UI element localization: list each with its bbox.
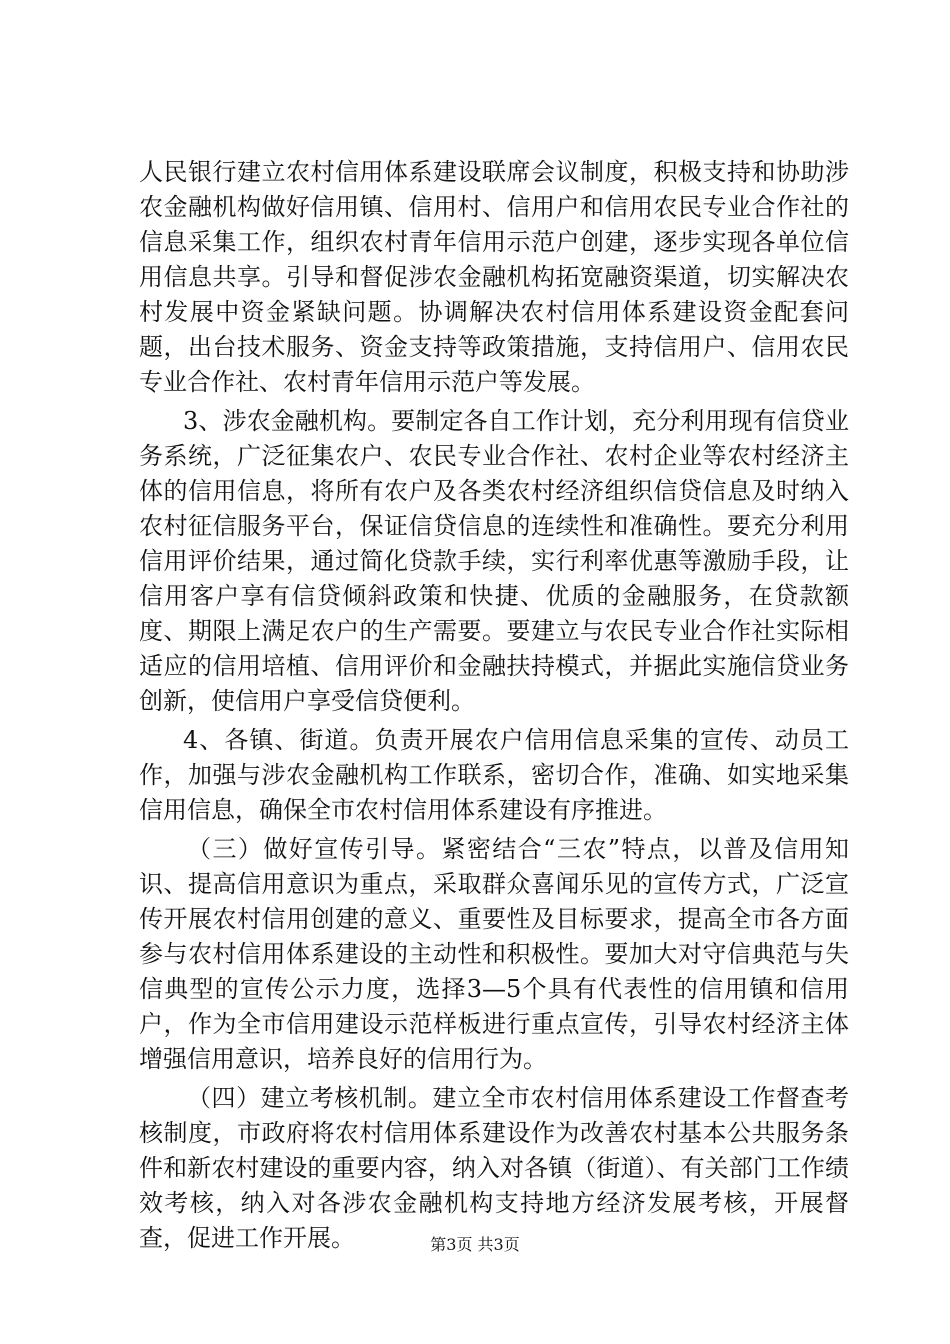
document-body: [139, 155, 849, 1260]
paragraph-publicity: （三）做好宣传引导。紧密结合“三农”特点，以普及信用知识、提高信用意识为重点，采取群众喜闻乐见的宣传方式，广泛宣传开展农村信用创建的意义、重要性及目标要求，提高全市各方面参与农村信用体系建设的主动性和积极性。要加大对守信典范与失信典型的宣传公示力度，选择3—5个具有代表性的信用镇和信用户，作为全市信用建设示范样板进行重点宣传，引导农村经济主体增强信用意识，培养良好的信用行为。: [139, 835, 849, 1073]
paragraph-people-bank: 人民银行建立农村信用体系建设联席会议制度，积极支持和协助涉农金融机构做好信用镇、信用村、信用户和信用农民专业合作社的信息采集工作，组织农村青年信用示范户创建，逐步实现各单位信用信息共享。引导和督促涉农金融机构拓宽融资渠道，切实解决农村发展中资金紧缺问题。协调解决农村信用体系建设资金配套问题，出台技术服务、资金支持等政策措施，支持信用户、信用农民专业合作社、农村青年信用示范户等发展。: [139, 158, 849, 396]
paragraph-towns-streets: 4、各镇、街道。负责开展农户信用信息采集的宣传、动员工作，加强与涉农金融机构工作联系，密切合作，准确、如实地采集信用信息，确保全市农村信用体系建设有序推进。: [139, 726, 849, 824]
page-footer: 第3页 共3页: [430, 1235, 520, 1254]
paragraph-assessment: （四）建立考核机制。建立全市农村信用体系建设工作督查考核制度，市政府将农村信用体系建设作为改善农村基本公共服务条件和新农村建设的重要内容，纳入对各镇（街道）、有关部门工作绩效考核，纳入对各涉农金融机构支持地方经济发展考核，开展督查，促进工作开展。: [139, 1084, 849, 1252]
paragraph-financial-institutions: 3、涉农金融机构。要制定各自工作计划，充分利用现有信贷业务系统，广泛征集农户、农民专业合作社、农村企业等农村经济主体的信用信息，将所有农户及各类农村经济组织信贷信息及时纳入农村征信服务平台，保证信贷信息的连续性和准确性。要充分利用信用评价结果，通过简化贷款手续，实行利率优惠等激励手段，让信用客户享有信贷倾斜政策和快捷、优质的金融服务，在贷款额度、期限上满足农户的生产需要。要建立与农民专业合作社实际相适应的信用培植、信用评价和金融扶持模式，并据此实施信贷业务创新，使信用户享受信贷便利。: [139, 407, 849, 715]
